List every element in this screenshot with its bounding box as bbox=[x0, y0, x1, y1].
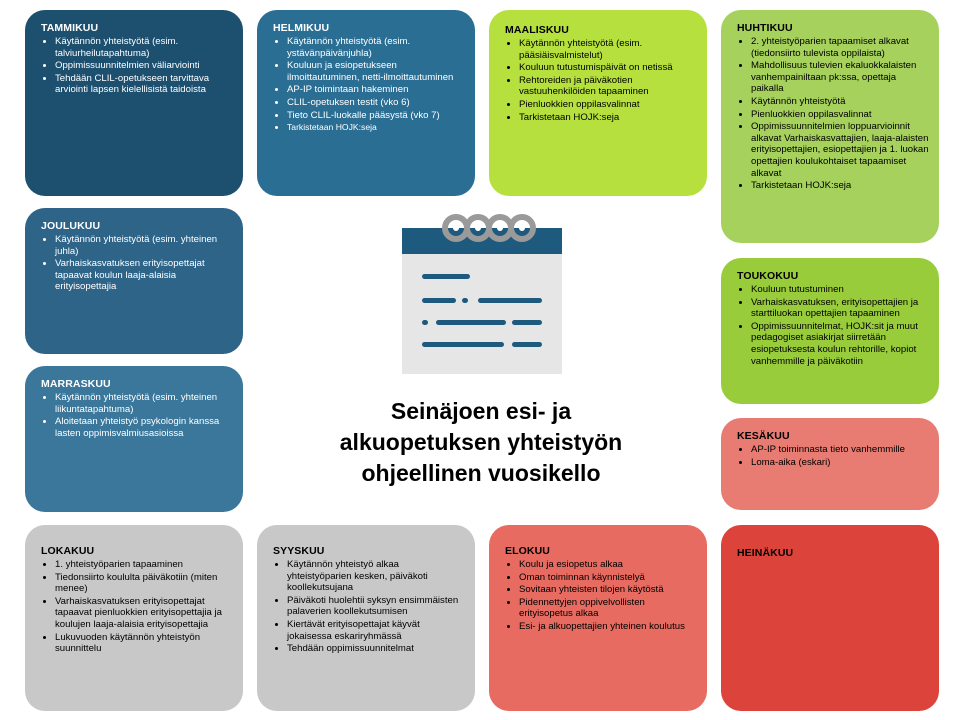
month-item: • CLIL-opetuksen testit (vko 6) bbox=[287, 97, 465, 109]
month-card-heinakuu bbox=[721, 525, 939, 711]
month-item: • Pienluokkien oppilasvalinnat bbox=[751, 109, 929, 121]
month-title: KESÄKUU bbox=[737, 430, 790, 442]
month-title: JOULUKUU bbox=[41, 220, 101, 232]
month-item: • Käytännön yhteistyötä (esim. yhteinen liikuntatapahtuma) bbox=[55, 392, 233, 415]
page-title bbox=[300, 396, 662, 489]
month-item: • 1. yhteistyöparien tapaaminen bbox=[55, 559, 233, 571]
month-items bbox=[271, 559, 465, 655]
month-title: TAMMIKUU bbox=[41, 22, 99, 34]
month-item: • Oppimissuunnitelmat, HOJK:sit ja muut pedagogiset asiakirjat siirretään esiopetuksesta koulun rehtorille, kopiot vanhemmille ja päiväkotiin bbox=[751, 321, 929, 367]
month-items bbox=[735, 284, 929, 367]
month-items bbox=[39, 234, 233, 293]
month-card-kesakuu bbox=[721, 418, 939, 510]
month-item: • Koulu ja esiopetus alkaa bbox=[519, 559, 697, 571]
title-line: ohjeellinen vuosikello bbox=[361, 460, 601, 486]
month-item: • AP-IP toimintaan hakeminen bbox=[287, 84, 465, 96]
month-items bbox=[39, 392, 233, 439]
month-item: • Tiedonsiirto koululta päiväkotiin (miten menee) bbox=[55, 572, 233, 595]
month-item: • Pidennettyjen oppivelvollisten erityisopetus alkaa bbox=[519, 597, 697, 620]
month-items bbox=[39, 36, 233, 96]
month-items bbox=[503, 559, 697, 633]
month-item: • Tarkistetaan HOJK:seja bbox=[287, 122, 465, 134]
month-item: • Tehdään oppimissuunnitelmat bbox=[287, 643, 465, 655]
month-item: • AP-IP toiminnasta tieto vanhemmille bbox=[751, 444, 929, 456]
month-item: • Käytännön yhteistyötä bbox=[751, 96, 929, 108]
month-items bbox=[735, 36, 929, 192]
month-item: • Tieto CLIL-luokalle pääsystä (vko 7) bbox=[287, 110, 465, 122]
month-item: • Rehtoreiden ja päiväkotien vastuuhenkilöiden tapaaminen bbox=[519, 75, 697, 98]
month-card-lokakuu bbox=[25, 525, 243, 711]
month-item: • Varhaiskasvatuksen, erityisopettajien ja starttiluokan opettajien tapaaminen bbox=[751, 297, 929, 320]
month-item: • Oppimissuunnitelmien loppuarvioinnit alkavat Varhaiskasvattajien, laaja-alaisten erityisopettajien, esiopettajien ja 1. luokan opettajien koulukohtaiset tapaamiset alkavat bbox=[751, 121, 929, 179]
month-item: • Päiväkoti huolehtii syksyn ensimmäisten palaverien koollekutsumisen bbox=[287, 595, 465, 618]
month-item: • Esi- ja alkuopettajien yhteinen koulutus bbox=[519, 621, 697, 633]
month-title: TOUKOKUU bbox=[737, 270, 799, 282]
month-card-huhtikuu bbox=[721, 10, 939, 243]
month-title: ELOKUU bbox=[505, 545, 550, 557]
month-item: • Lukuvuoden käytännön yhteistyön suunnittelu bbox=[55, 632, 233, 655]
title-line: Seinäjoen esi- ja bbox=[390, 398, 572, 424]
month-item: • Tehdään CLIL-opetukseen tarvittava arviointi lapsen kielellisistä taidoista bbox=[55, 73, 233, 96]
month-item: • Aloitetaan yhteistyö psykologin kanssa lasten oppimisvalmiusasioissa bbox=[55, 416, 233, 439]
month-item: • Tarkistetaan HOJK:seja bbox=[519, 112, 697, 124]
month-card-elokuu bbox=[489, 525, 707, 711]
calendar-icon bbox=[398, 210, 566, 378]
month-title: SYYSKUU bbox=[273, 545, 325, 557]
title-line: alkuopetuksen yhteistyön bbox=[339, 429, 623, 455]
month-item: • Kouluun ja esiopetukseen ilmoittautuminen, netti-ilmoittautuminen bbox=[287, 60, 465, 83]
month-item: • Käytännön yhteistyötä (esim. talviurheilutapahtuma) bbox=[55, 36, 233, 59]
month-card-toukokuu bbox=[721, 258, 939, 404]
month-item: • Käytännön yhteistyö alkaa yhteistyöparien kesken, päiväkoti koollekutsujana bbox=[287, 559, 465, 594]
month-item: • Loma-aika (eskari) bbox=[751, 457, 929, 469]
month-card-joulukuu bbox=[25, 208, 243, 354]
month-item: • Käytännön yhteistyötä (esim. pääsiäisvalmistelut) bbox=[519, 38, 697, 61]
month-item: • Sovitaan yhteisten tilojen käytöstä bbox=[519, 584, 697, 596]
month-items bbox=[271, 36, 465, 134]
month-item: • Käytännön yhteistyötä (esim. ystävänpäivänjuhla) bbox=[287, 36, 465, 59]
month-card-tammikuu bbox=[25, 10, 243, 196]
month-title: HUHTIKUU bbox=[737, 22, 793, 34]
month-item: • Varhaiskasvatuksen erityisopettajat tapaavat koulun laaja-alaisia erityisopettajia bbox=[55, 258, 233, 293]
month-items bbox=[503, 38, 697, 123]
month-item: • Kouluun tutustumispäivät on netissä bbox=[519, 62, 697, 74]
month-items bbox=[735, 444, 929, 468]
month-item: • 2. yhteistyöparien tapaamiset alkavat (tiedonsiirto tulevista oppilaista) bbox=[751, 36, 929, 59]
month-title: HEINÄKUU bbox=[737, 547, 794, 559]
month-item: • Mahdollisuus tulevien ekaluokkalaisten vanhempainiltaan pk:ssa, opettaja paikalla bbox=[751, 60, 929, 95]
month-card-syyskuu bbox=[257, 525, 475, 711]
month-title: HELMIKUU bbox=[273, 22, 330, 34]
month-item: • Oppimissuunnitelmien väliarviointi bbox=[55, 60, 233, 72]
month-card-maaliskuu bbox=[489, 10, 707, 196]
month-items bbox=[39, 559, 233, 655]
month-card-helmikuu bbox=[257, 10, 475, 196]
month-item: • Pienluokkien oppilasvalinnat bbox=[519, 99, 697, 111]
month-item: • Käytännön yhteistyötä (esim. yhteinen juhla) bbox=[55, 234, 233, 257]
month-title: MARRASKUU bbox=[41, 378, 111, 390]
month-card-marraskuu bbox=[25, 366, 243, 512]
month-title: LOKAKUU bbox=[41, 545, 95, 557]
month-item: • Kiertävät erityisopettajat käyvät jokaisessa eskariryhmässä bbox=[287, 619, 465, 642]
month-title: MAALISKUU bbox=[505, 24, 569, 36]
month-item: • Tarkistetaan HOJK:seja bbox=[751, 180, 929, 192]
month-item: • Kouluun tutustuminen bbox=[751, 284, 929, 296]
month-item: • Oman toiminnan käynnistelyä bbox=[519, 572, 697, 584]
month-item: • Varhaiskasvatuksen erityisopettajat tapaavat pienluokkien erityisopettajia ja koulujen laaja-alaisia erityisopettajia bbox=[55, 596, 233, 631]
